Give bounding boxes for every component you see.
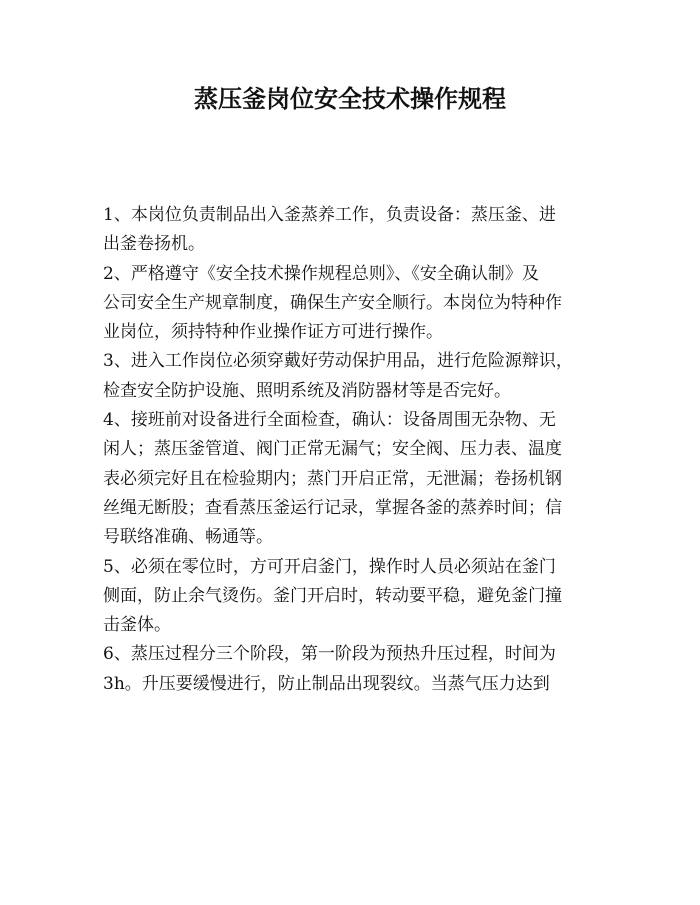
body-line: 3h。升压要缓慢进行，防止制品出现裂纹。当蒸气压力达到 (103, 673, 550, 694)
body-line: 检查安全防护设施、照明系统及消防器材等是否完好。 (103, 380, 511, 401)
body-line: 丝绳无断股；查看蒸压釜运行记录，掌握各釜的蒸养时间；信 (103, 497, 562, 518)
body-line: 6、蒸压过程分三个阶段，第一阶段为预热升压过程，时间为 (103, 644, 556, 665)
body-line: 2、严格遵守《安全技术操作规程总则》、《安全确认制》及 (103, 263, 539, 284)
body-line: 1、本岗位负责制品出入釜蒸养工作，负责设备：蒸压釜、进 (103, 205, 556, 225)
body-line: 5、必须在零位时，方可开启釜门，操作时人员必须站在釜门 (103, 556, 556, 577)
document-title: 蒸压釜岗位安全技术操作规程 (194, 84, 506, 113)
body-line: 公司安全生产规章制度，确保生产安全顺行。本岗位为特种作 (103, 292, 562, 313)
body-line: 4、接班前对设备进行全面检查，确认：设备周围无杂物、无 (103, 410, 556, 431)
body-line: 3、进入工作岗位必须穿戴好劳动保护用品，进行危险源辩识， (103, 351, 573, 372)
body-line: 业岗位，须持特种作业操作证方可进行操作。 (103, 322, 443, 343)
document-body (103, 201, 613, 699)
body-line: 号联络准确、畅通等。 (103, 527, 273, 548)
body-line: 表必须完好且在检验期内；蒸门开启正常，无泄漏；卷扬机钢 (103, 468, 562, 489)
body-line: 闲人；蒸压釜管道、阀门正常无漏气；安全阀、压力表、温度 (103, 439, 562, 460)
body-line: 击釜体。 (103, 615, 171, 636)
body-line: 出釜卷扬机。 (103, 234, 205, 255)
body-line: 侧面，防止余气烫伤。釜门开启时，转动要平稳，避免釜门撞 (103, 585, 562, 606)
